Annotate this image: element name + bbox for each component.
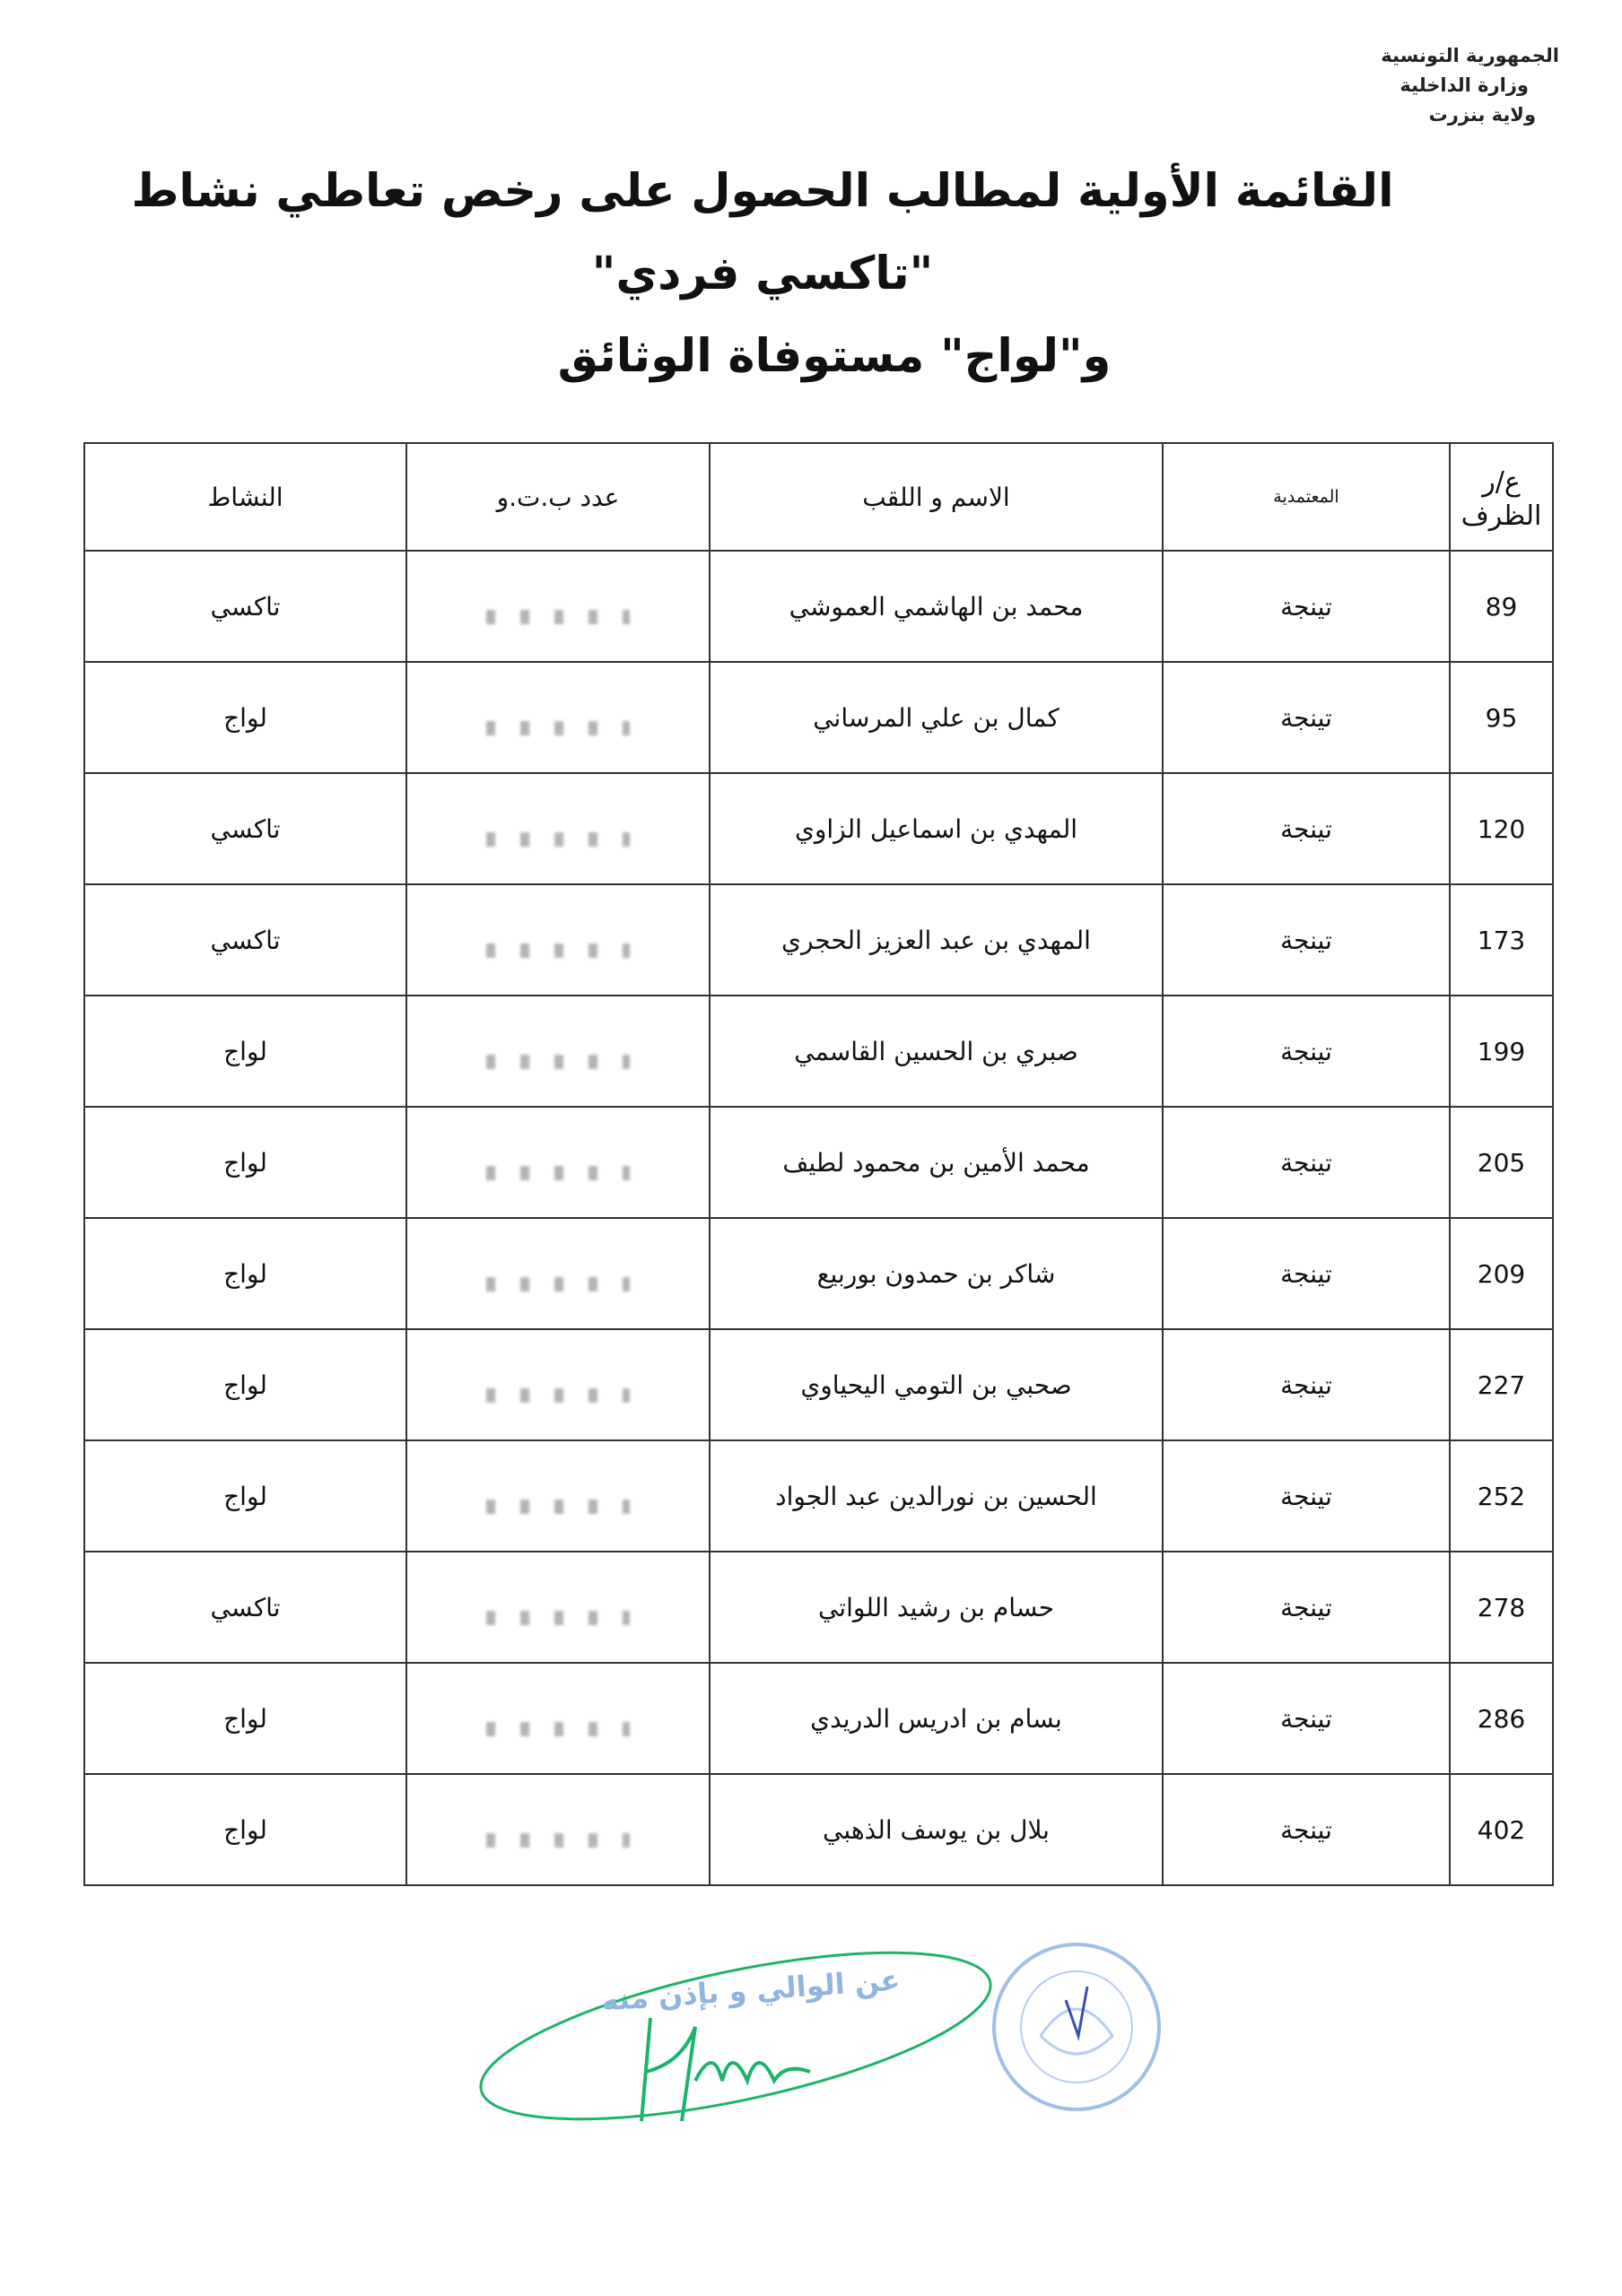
document-title — [54, 151, 1471, 398]
cell-name: صحبي بن التومي اليحياوي — [710, 1329, 1163, 1440]
cell-name: الحسين بن نورالدين عبد الجواد — [710, 1440, 1163, 1552]
cell-id-number — [406, 662, 710, 773]
cell-id-number — [406, 773, 710, 884]
cell-envelope-no: 173 — [1450, 884, 1553, 996]
header-ministry: وزارة الداخلية — [1400, 74, 1529, 96]
cell-delegation: تينجة — [1163, 1440, 1450, 1552]
cell-delegation: تينجة — [1163, 1774, 1450, 1885]
issuer-header — [1381, 41, 1559, 130]
cell-id-number — [406, 1440, 710, 1552]
cell-name: شاكر بن حمدون بوربيع — [710, 1218, 1163, 1329]
cell-name: حسام بن رشيد اللواتي — [710, 1552, 1163, 1663]
cell-activity: لواج — [84, 1663, 406, 1774]
cell-delegation: تينجة — [1163, 773, 1450, 884]
table-row — [84, 996, 1553, 1107]
table-row — [84, 1440, 1553, 1552]
cell-id-number — [406, 884, 710, 996]
table-row — [84, 1218, 1553, 1329]
cell-activity: تاكسي — [84, 884, 406, 996]
table-row — [84, 1329, 1553, 1440]
redacted-id — [486, 610, 630, 624]
header-id-number: عدد ب.ت.و — [406, 443, 710, 551]
cell-activity: لواج — [84, 1329, 406, 1440]
cell-activity: تاكسي — [84, 1552, 406, 1663]
cell-envelope-no: 278 — [1450, 1552, 1553, 1663]
table-row — [84, 884, 1553, 996]
signature-stroke — [641, 2018, 810, 2121]
header-name: الاسم و اللقب — [710, 443, 1163, 551]
cell-envelope-no: 252 — [1450, 1440, 1553, 1552]
cell-activity: لواج — [84, 1218, 406, 1329]
cell-delegation: تينجة — [1163, 884, 1450, 996]
cell-envelope-no: 227 — [1450, 1329, 1553, 1440]
cell-name: محمد الأمين بن محمود لطيف — [710, 1107, 1163, 1218]
table-row — [84, 773, 1553, 884]
table-row — [84, 1552, 1553, 1663]
cell-activity: لواج — [84, 996, 406, 1107]
cell-id-number — [406, 1107, 710, 1218]
cell-envelope-no: 120 — [1450, 773, 1553, 884]
table-row — [84, 662, 1553, 773]
cell-name: بلال بن يوسف الذهبي — [710, 1774, 1163, 1885]
applicants-table — [83, 442, 1554, 1886]
redacted-id — [486, 1833, 630, 1848]
signature-loop — [467, 1918, 1003, 2152]
signature-area — [467, 1901, 1184, 2170]
cell-envelope-no: 89 — [1450, 551, 1553, 662]
table-row — [84, 551, 1553, 662]
redacted-id — [486, 1277, 630, 1292]
cell-activity: تاكسي — [84, 551, 406, 662]
cell-delegation: تينجة — [1163, 1663, 1450, 1774]
cell-activity: لواج — [84, 1107, 406, 1218]
cell-delegation: تينجة — [1163, 1218, 1450, 1329]
title-line-1: القائمة الأولية لمطالب الحصول على رخص تعاطي نشاط "تاكسي فردي" — [131, 165, 1394, 300]
header-activity: النشاط — [84, 443, 406, 551]
cell-activity: لواج — [84, 1774, 406, 1885]
redacted-id — [486, 1055, 630, 1069]
cell-id-number — [406, 1552, 710, 1663]
redacted-id — [486, 1388, 630, 1403]
cell-name: المهدي بن اسماعيل الزاوي — [710, 773, 1163, 884]
cell-activity: تاكسي — [84, 773, 406, 884]
redacted-id — [486, 1611, 630, 1625]
header-envelope-no: ع/ر الظرف — [1450, 443, 1553, 551]
redacted-id — [486, 721, 630, 735]
cell-id-number — [406, 1329, 710, 1440]
cell-envelope-no: 209 — [1450, 1218, 1553, 1329]
cell-delegation: تينجة — [1163, 996, 1450, 1107]
cell-envelope-no: 205 — [1450, 1107, 1553, 1218]
table-header-row — [84, 443, 1553, 551]
cell-name: صبري بن الحسين القاسمي — [710, 996, 1163, 1107]
signature-text: عن الوالي و بإذن منه — [600, 1962, 902, 2018]
table-row — [84, 1107, 1553, 1218]
cell-delegation: تينجة — [1163, 1552, 1450, 1663]
cell-activity: لواج — [84, 1440, 406, 1552]
header-delegation: المعتمدية — [1163, 443, 1450, 551]
redacted-id — [486, 1722, 630, 1736]
redacted-id — [486, 832, 630, 847]
header-governorate: ولاية بنزرت — [1428, 104, 1536, 126]
cell-name: المهدي بن عبد العزيز الحجري — [710, 884, 1163, 996]
cell-envelope-no: 402 — [1450, 1774, 1553, 1885]
table-row — [84, 1774, 1553, 1885]
cell-envelope-no: 199 — [1450, 996, 1553, 1107]
cell-activity: لواج — [84, 662, 406, 773]
official-stamp — [994, 1944, 1159, 2109]
cell-id-number — [406, 1774, 710, 1885]
cell-id-number — [406, 1218, 710, 1329]
cell-envelope-no: 95 — [1450, 662, 1553, 773]
cell-name: بسام بن ادريس الدريدي — [710, 1663, 1163, 1774]
redacted-id — [486, 944, 630, 958]
title-line-2: و"لواج" مستوفاة الوثائق — [557, 330, 1112, 383]
cell-id-number — [406, 996, 710, 1107]
cell-envelope-no: 286 — [1450, 1663, 1553, 1774]
signature-graphic — [467, 1901, 1184, 2170]
header-republic: الجمهورية التونسية — [1381, 45, 1559, 66]
table-body — [84, 551, 1553, 1885]
cell-id-number — [406, 1663, 710, 1774]
cell-name: كمال بن علي المرساني — [710, 662, 1163, 773]
cell-delegation: تينجة — [1163, 1107, 1450, 1218]
redacted-id — [486, 1500, 630, 1514]
cell-delegation: تينجة — [1163, 551, 1450, 662]
cell-name: محمد بن الهاشمي العموشي — [710, 551, 1163, 662]
cell-delegation: تينجة — [1163, 662, 1450, 773]
redacted-id — [486, 1166, 630, 1180]
table-row — [84, 1663, 1553, 1774]
cell-id-number — [406, 551, 710, 662]
cell-delegation: تينجة — [1163, 1329, 1450, 1440]
